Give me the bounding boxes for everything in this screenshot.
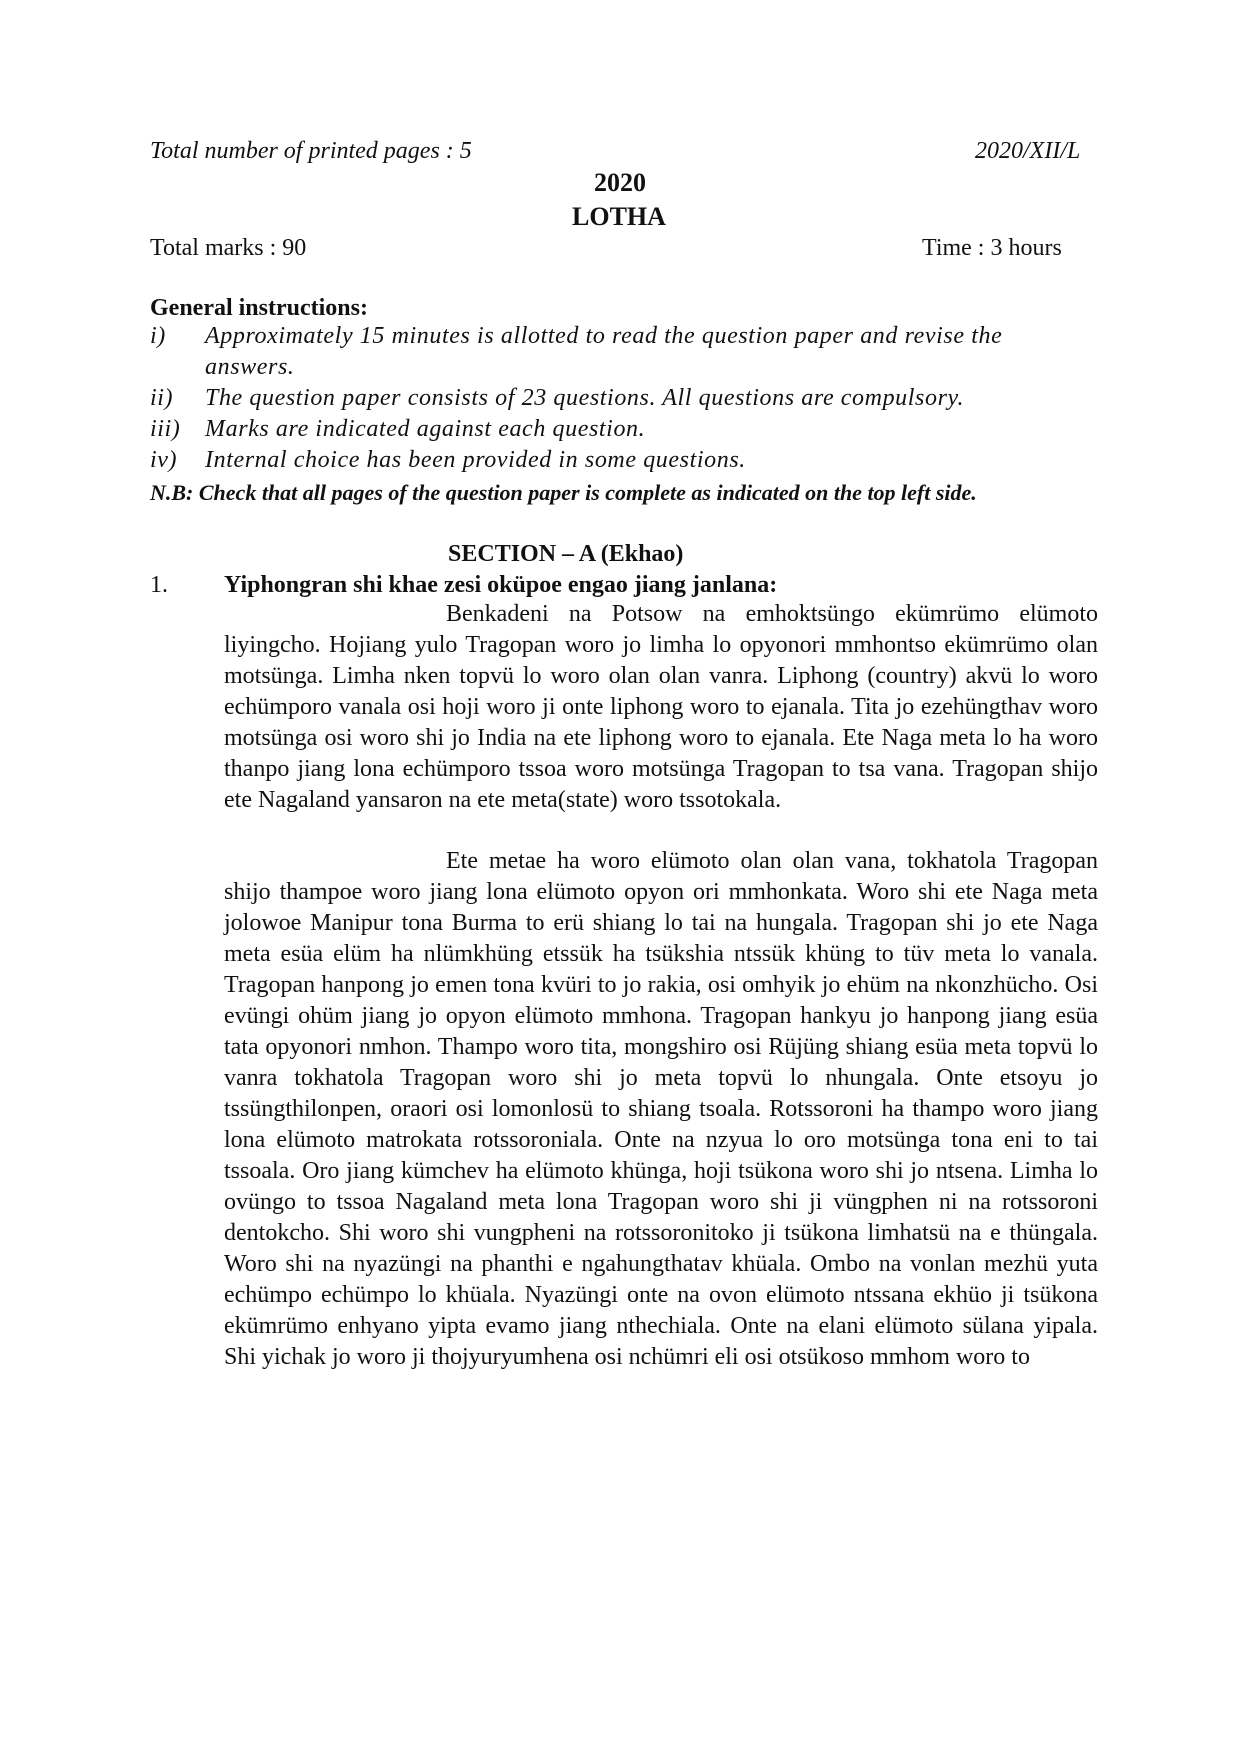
instruction-number: iii) [150,416,181,442]
instruction-text: Marks are indicated against each question. [205,416,646,442]
instruction-text: The question paper consists of 23 questions. All questions are compulsory. [205,385,965,411]
instruction-item [150,323,1090,383]
total-marks: Total marks : 90 [150,235,307,261]
exam-time: Time : 3 hours [922,235,1062,261]
instruction-text: Internal choice has been provided in some questions. [205,447,746,473]
passage-text: Benkadeni na Potsow na emhoktsüngo ekümrümo elümoto liyingcho. Hojiang yulo Tragopan woro jo limha lo opyonori mmhontso ekümrümo olan motsünga. Limha nken topvü lo woro olan olan vanra. Liphong (country) akvü lo woro echümporo vanala osi hoji woro ji onte liphong woro to ejanala. Tita jo ezehüngthav woro motsünga osi woro shi jo India na ete liphong woro to ejanala. Ete Naga meta lo ha woro thanpo jiang lona echümporo tssoa woro motsünga Tragopan to tsa vana. Tragopan shijo ete Nagaland yansaron na ete meta(state) woro tssotokala. [224,601,1098,813]
question-text: Yiphongran shi khae zesi oküpoe engao jiang janlana: [224,572,778,598]
nb-note: N.B: Check that all pages of the question paper is complete as indicated on the top left side. [150,480,977,505]
instruction-item [150,447,1090,477]
passage-paragraph-1 [224,599,1098,816]
instruction-item [150,385,1090,415]
instruction-text-continued: answers. [205,354,295,380]
instruction-text: Approximately 15 minutes is allotted to read the question paper and revise the [205,323,1003,349]
paper-code: 2020/XII/L [975,138,1081,164]
instruction-item [150,416,1090,446]
section-title: SECTION – A (Ekhao) [448,541,684,567]
instruction-number: ii) [150,385,174,411]
instruction-number: iv) [150,447,178,473]
printed-pages-note: Total number of printed pages : 5 [150,138,472,164]
passage-paragraph-2 [224,846,1098,1373]
instruction-number: i) [150,323,166,349]
passage-text: Ete metae ha woro elümoto olan olan vana, tokhatola Tragopan shijo thampoe woro jiang lona elümoto opyon ori mmhonkata. Woro shi ete Naga meta jolowoe Manipur tona Burma to erü shiang lo tai na hungala. Tragopan shi jo ete Naga meta esüa elüm ha nlümkhüng etssük ha tsükshia ntssük khüng to tüv meta lo vanala. Tragopan hanpong jo emen tona kvüri to jo rakia, osi omhyik jo ehüm na nkonzhücho. Osi evüngi ohüm jiang jo opyon elümoto mmhona. Tragopan hankyu jo hanpong jiang esüa tata opyonori nmhon. Thampo woro tita, mongshiro osi Rüjüng shiang esüa meta topvü lo vanra tokhatola Tragopan woro shi jo meta topvü lo nhungala. Onte etsoyu jo tssüngthilonpen, oraori osi lomonlosü to shiang tsoala. Rotssoroni ha thampo woro jiang lona elümoto matrokata rotssoroniala. Onte na nzyua lo oro motsünga tona eni to tai tssoala. Oro jiang kümchev ha elümoto khünga, hoji tsükona woro shi jo ntsena. Limha lo ovüngo to tssoa Nagaland meta lona Tragopan woro shi ji vüngphen ni na rotssoroni dentokcho. Shi woro shi vungpheni na rotssoronitoko ji tsükona limhatsü na e thüngala. Woro shi na nyazüngi na phanthi e ngahungthatav khüala. Ombo na vonlan mezhü yuta echümpo echümpo lo khüala. Nyazüngi onte na ovon elümoto ntssana ekhüo ji tsükona ekümrümo enhyano yipta evamo jiang nthechiala. Onte na elani elümoto sülana yipala. Shi yichak jo woro ji thojyuryumhena osi nchümri eli osi otsükoso mmhom woro to [224,848,1098,1370]
question-number: 1. [150,572,168,598]
instructions-heading: General instructions: [150,295,368,321]
subject-title: LOTHA [572,202,666,231]
exam-year: 2020 [594,168,646,197]
